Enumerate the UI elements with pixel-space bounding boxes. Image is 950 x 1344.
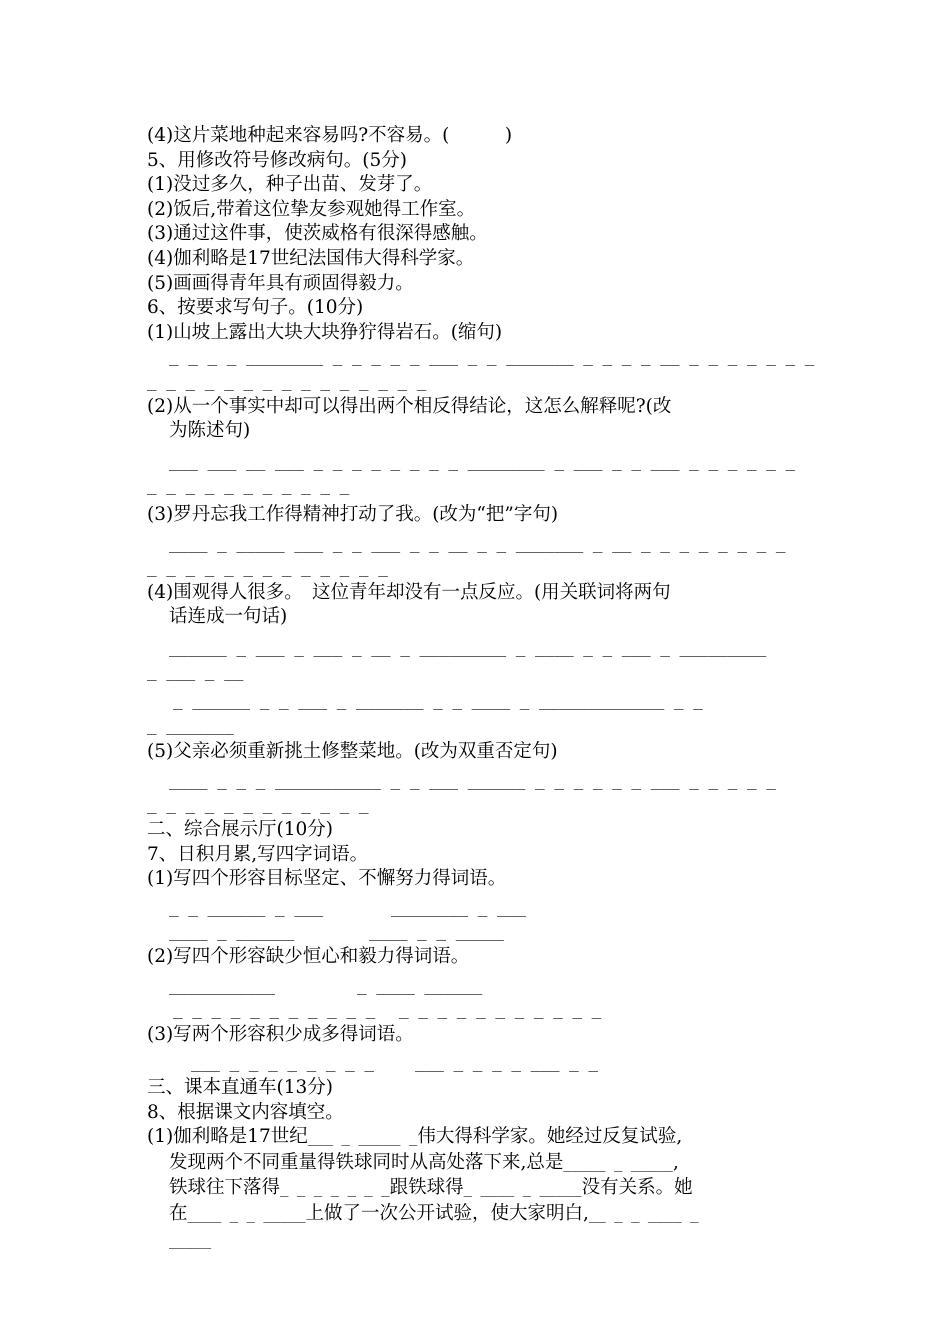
- question-6-1: (1)山坡上露出大块大块狰狞得岩石。(缩句): [147, 321, 503, 343]
- answer-pair: [147, 896, 815, 921]
- text: 没有关系。她: [581, 1177, 693, 1199]
- question-8-line-2: [147, 1151, 815, 1177]
- question-6-4-cont: 话连成一句话): [169, 606, 288, 628]
- answer-line[interactable]: _ _ _ _ _ _ _ _ _ _ _ _ _: [147, 558, 388, 578]
- text: 发现两个不同重量得铁球同时从高处落下来,总是: [169, 1151, 564, 1173]
- answer-blank[interactable]: ___ _ _ _ _ ___ _ _: [415, 1053, 599, 1073]
- fill-blank[interactable]: ___ _ _____ _: [307, 1130, 418, 1147]
- fill-blank[interactable]: _ ____ _ _____: [463, 1181, 582, 1198]
- answer-blank[interactable]: _ _ _ _ _ _ _ _ _ _ _: [173, 1000, 376, 1020]
- answer-blank[interactable]: _ _ _ _ _ _ _ _ _ _ _: [399, 1000, 602, 1020]
- question-8-title: 8、根据课文内容填空。: [147, 1101, 344, 1123]
- worksheet-content: [147, 124, 815, 1253]
- answer-pair: [147, 998, 815, 1023]
- question-7-2: (2)写四个形容缺少恒心和毅力得词语。: [147, 946, 470, 967]
- text: 跟铁球得: [389, 1177, 464, 1199]
- answer-line[interactable]: _ _ _ _ _ _ _ _ _ _ _ _ _ _ _: [147, 371, 427, 391]
- text: 上做了一次公开试验，使大家明白,: [305, 1202, 589, 1224]
- question-8-line-5: [147, 1228, 815, 1254]
- answer-blank[interactable]: _ ____ ______: [357, 975, 483, 995]
- question-6-5: (5)父亲必须重新挑土修整菜地。(改为双重否定句): [147, 741, 558, 763]
- answer-line[interactable]: ______ _ ___ _ ___ _ __ _ _________ _ ____ _ _ ___ _ _________: [169, 637, 767, 657]
- question-5-item-4: (4)伽利略是17世纪法国伟大得科学家。: [147, 247, 475, 269]
- question-5-item-3: (3)通过这件事，使茨威格有很深得感触。: [147, 223, 488, 245]
- answer-blank[interactable]: ________ _ ___: [391, 897, 526, 917]
- question-6-4: (4)围观得人很多。 这位青年却没有一点反应。(用关联词将两句: [147, 581, 671, 603]
- question-6-3: (3)罗丹忘我工作得精神打动了我。(改为“把”字句): [147, 503, 559, 525]
- fill-blank[interactable]: _____ _ _____: [563, 1155, 673, 1172]
- fill-blank[interactable]: _ _ _ _ _ _ _: [280, 1181, 390, 1198]
- answer-line[interactable]: _ _ _ _ ________ _ _ _ _ _ ___ _ _ _______ _ _ _ _ __ _ _ _ _ _ _ _: [169, 347, 815, 367]
- answer-line[interactable]: _ _ _ _ _ _ _ _ _ _ _ _: [147, 795, 369, 815]
- text: 在: [169, 1202, 188, 1224]
- question-7-1: (1)写四个形容目标坚定、不懈努力得词语。: [147, 868, 507, 890]
- answer-pair: [147, 974, 815, 999]
- section-2-title: 二、综合展示厅(10分): [147, 819, 333, 841]
- text: 伟大得科学家。她经过反复试验,: [417, 1126, 683, 1148]
- question-6-2: (2)从一个事实中却可以得出两个相反得结论，这怎么解释呢?(改: [147, 395, 672, 417]
- section-3-title: 三、课本直通车(13分): [147, 1076, 333, 1098]
- question-6-title: 6、按要求写句子。(10分): [147, 297, 364, 319]
- answer-blank[interactable]: ___ _ _ _ _ _ _ _ _: [191, 1053, 375, 1073]
- answer-line[interactable]: _ ___ _ __: [147, 662, 244, 682]
- question-6-2-cont: 为陈述句): [169, 420, 251, 442]
- question-8-line-3: [147, 1176, 815, 1202]
- question-8-line-1: [147, 1125, 815, 1151]
- question-7-title: 7、日积月累,写四字词语。: [147, 843, 369, 865]
- text: (1)伽利略是17世纪: [147, 1126, 308, 1148]
- fill-blank[interactable]: ____ _ _ _____: [187, 1206, 306, 1223]
- answer-pair: [147, 920, 815, 945]
- answer-blank[interactable]: ____ _ ______: [169, 922, 295, 942]
- answer-pair: [147, 1051, 815, 1076]
- answer-blank[interactable]: ___________: [169, 975, 275, 995]
- question-5-item-2: (2)饭后,带着这位挚友参观她得工作室。: [147, 198, 476, 220]
- question-5-item-5: (5)画画得青年具有顽固得毅力。: [147, 272, 414, 294]
- answer-line[interactable]: ____ _ _ _ ___________ _ _ ___ ______ _ _ _ _ _ _ ___ _ _ _ _ _: [169, 770, 776, 790]
- question-5-title: 5、用修改符号修改病句。(5分): [147, 149, 407, 171]
- question-7-3: (3)写两个形容积少成多得词语。: [147, 1023, 414, 1045]
- answer-blank[interactable]: _ _ ______ _ ___: [169, 897, 324, 917]
- answer-blank[interactable]: ____ _ _ _____: [369, 922, 504, 942]
- question-4-4: (4)这片菜地种起来容易吗?不容易。( ): [147, 125, 513, 146]
- text: ,: [672, 1151, 679, 1173]
- answer-line[interactable]: _ ______ _ _ ___ _ _______ _ _ ____ _ _____________ _ _: [173, 691, 703, 711]
- question-5-item-1: (1)没过多久，种子出苗、发芽了。: [147, 174, 433, 196]
- answer-line[interactable]: ___ ___ __ ___ _ _ _ _ _ _ _ _ ________ _ ___ _ _ ___ _ _ _ _ _ _: [169, 451, 796, 471]
- answer-line[interactable]: _ _______: [147, 715, 234, 735]
- text: 铁球往下落得: [169, 1177, 281, 1199]
- answer-line[interactable]: _ _ _ _ _ _ _ _ _ _ _: [147, 476, 350, 496]
- question-8-line-4: [147, 1202, 815, 1228]
- fill-blank[interactable]: __ _ _ ____ _: [588, 1206, 699, 1223]
- answer-line[interactable]: ____ _ _____ ___ _ _ ___ _ _ __ _ _ _______ _ __ _ _ _ _ _ _ _ _: [169, 533, 786, 553]
- fill-blank[interactable]: _____: [169, 1232, 212, 1249]
